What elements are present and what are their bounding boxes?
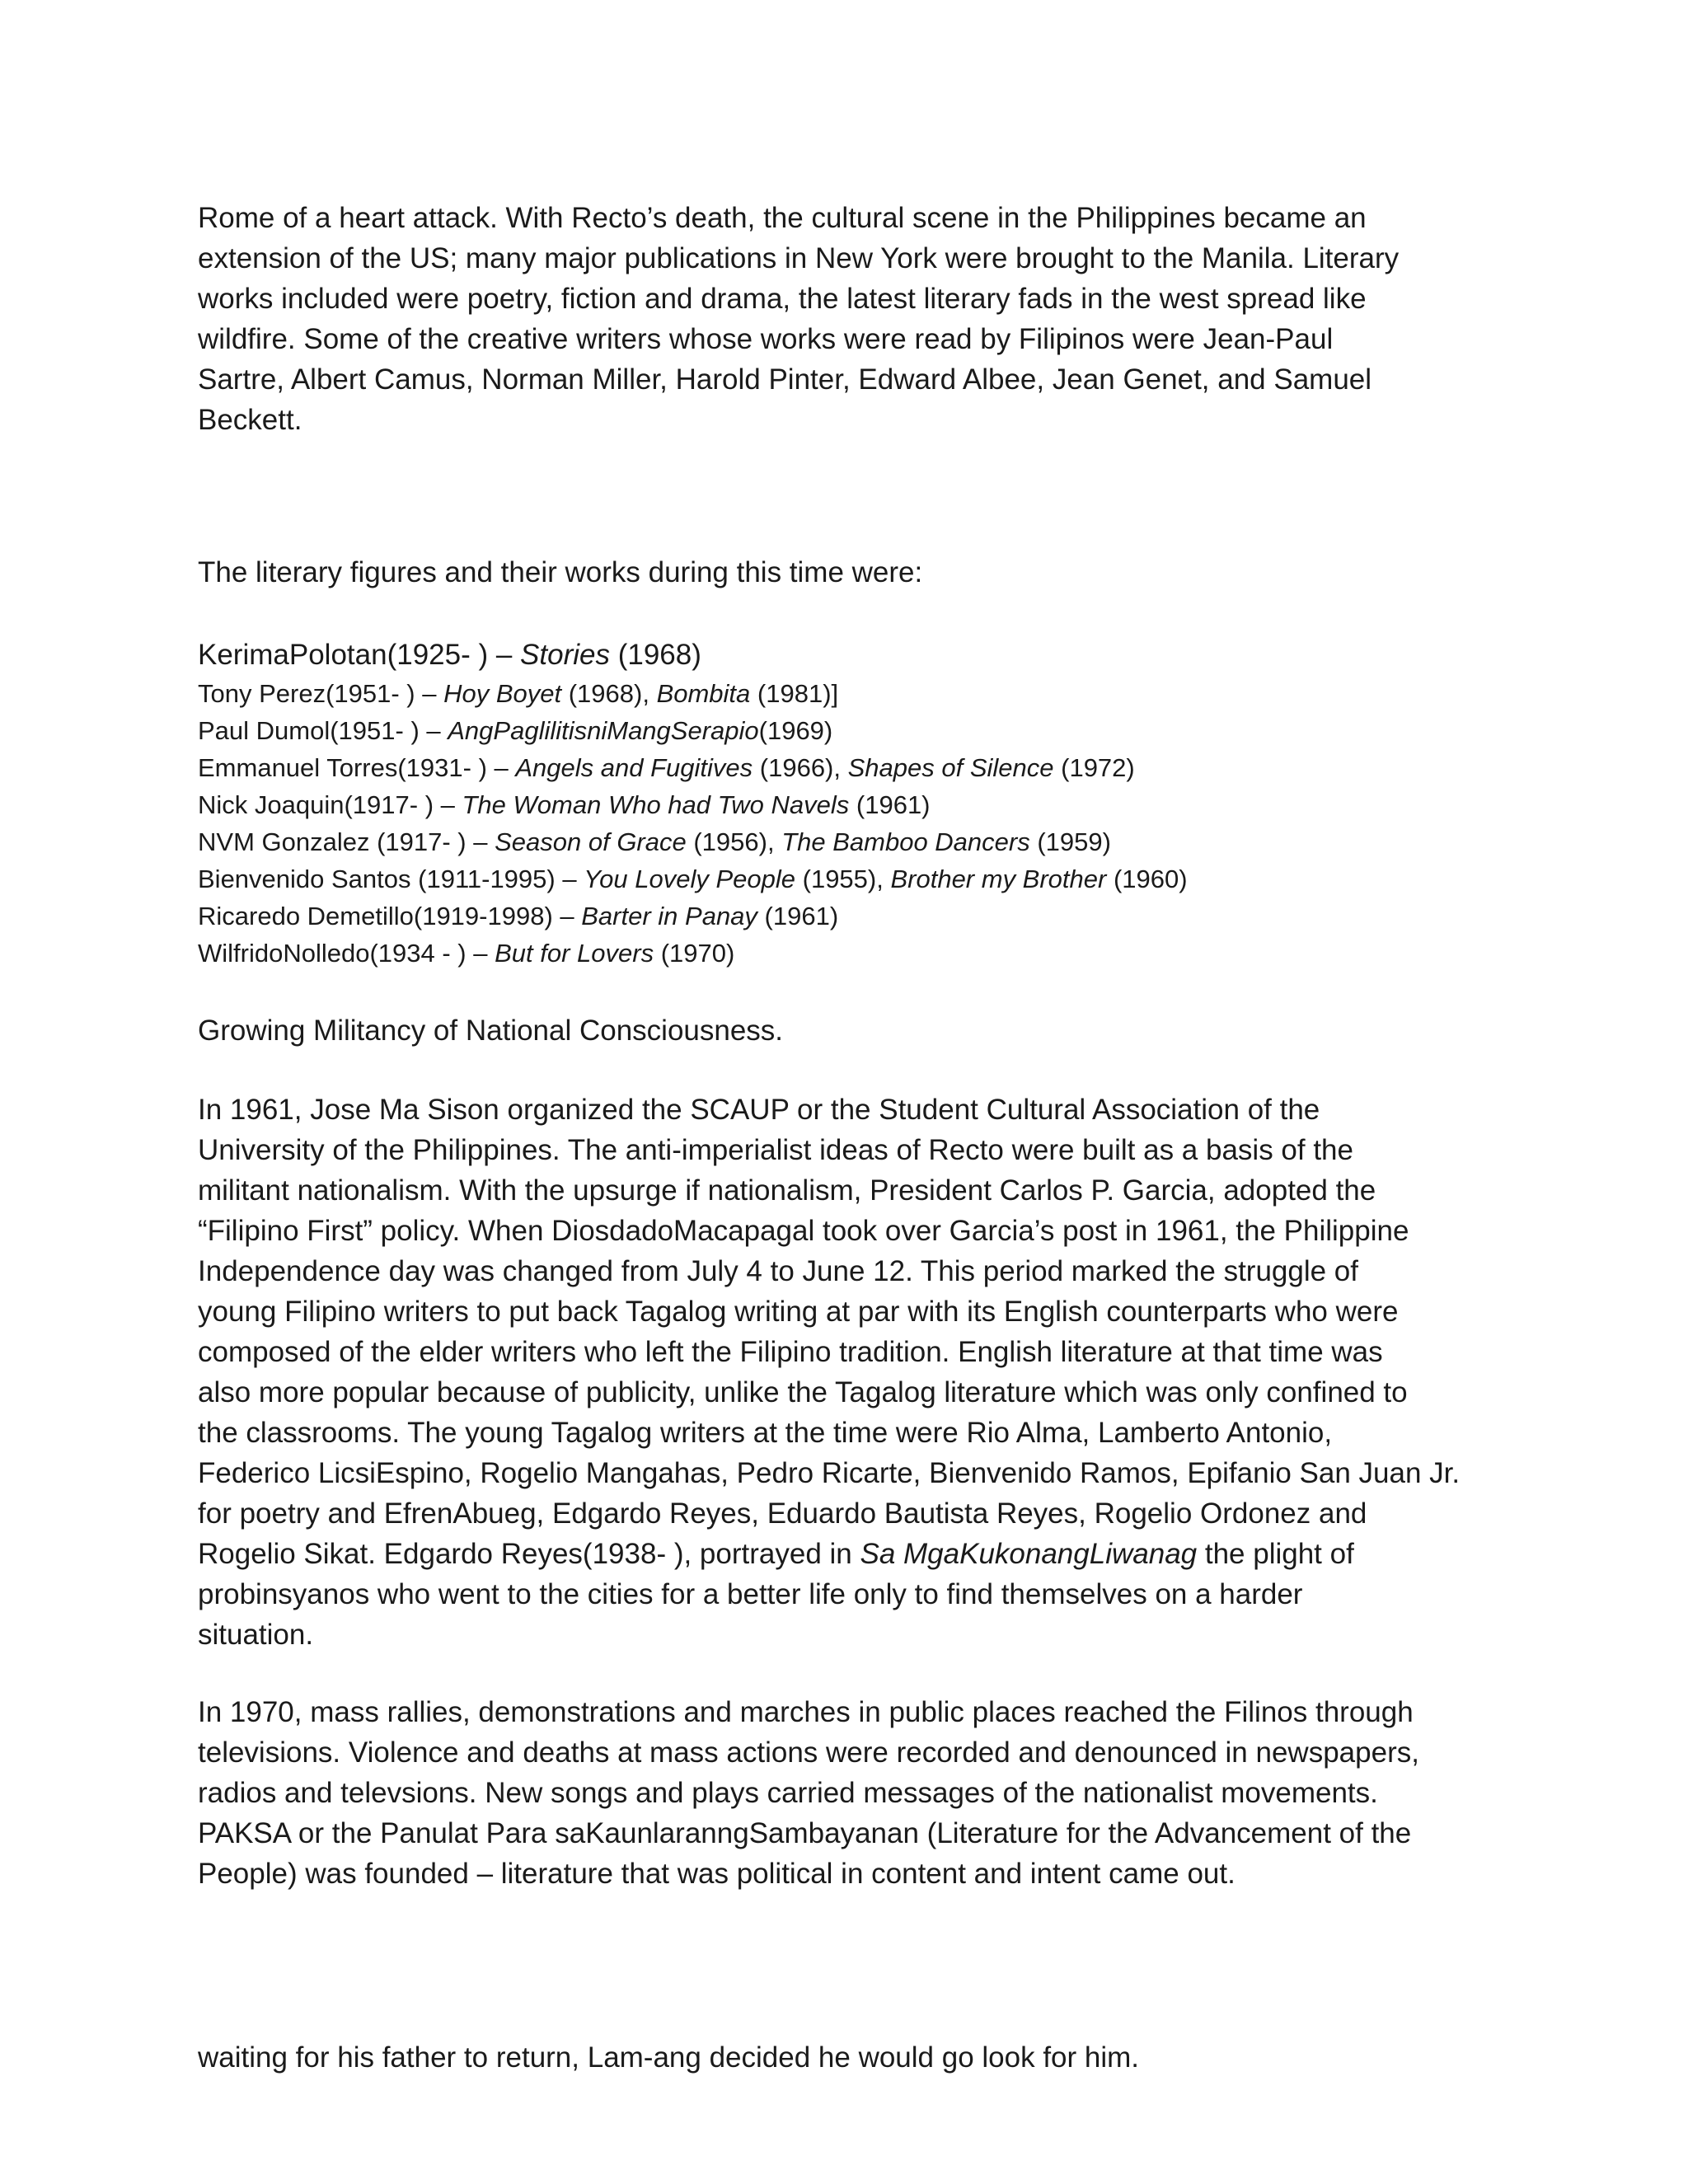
author-name: Bienvenido Santos (1911-1995) – <box>198 865 584 893</box>
work-year: (1972) <box>1053 753 1135 782</box>
paragraph-line: In 1970, mass rallies, demonstrations and marches in public places reached the Filinos through <box>198 1696 1414 1728</box>
author-name: WilfridoNolledo(1934 - ) – <box>198 939 495 968</box>
paragraph-line: composed of the elder writers who left the Filipino tradition. English literature at that time was <box>198 1336 1383 1368</box>
author-name: KerimaPolotan(1925- ) – <box>198 639 521 671</box>
list-item <box>198 786 1500 823</box>
work-year: (1959) <box>1029 827 1111 856</box>
paragraph-line: People) was founded – literature that was political in content and intent came out. <box>198 1858 1236 1890</box>
paragraph-1970-rallies <box>198 1692 1500 1894</box>
work-year: (1956), <box>686 827 782 856</box>
paragraph-line: extension of the US; many major publications in New York were brought to the Manila. Literary <box>198 242 1400 274</box>
paragraph-line: televisions. Violence and deaths at mass actions were recorded and denounced in newspapers, <box>198 1736 1419 1769</box>
paragraph-line: Sartre, Albert Camus, Norman Miller, Harold Pinter, Edward Albee, Jean Genet, and Samuel <box>198 363 1372 396</box>
work-year: (1960) <box>1106 865 1188 893</box>
section-heading: Growing Militancy of National Consciousness. <box>198 1015 784 1047</box>
author-name: Emmanuel Torres(1931- ) – <box>198 753 516 782</box>
paragraph-line: situation. <box>198 1619 314 1651</box>
list-item <box>198 823 1500 860</box>
work-year: (1961) <box>849 790 931 819</box>
paragraph-line: also more popular because of publicity, unlike the Tagalog literature which was only confined to <box>198 1376 1408 1408</box>
work-title: Stories <box>520 639 610 671</box>
document-page <box>198 0 1500 2184</box>
paragraph-line: wildfire. Some of the creative writers whose works were read by Filipinos were Jean-Paul <box>198 323 1334 355</box>
paragraph-line: Rome of a heart attack. With Recto’s death, the cultural scene in the Philippines became an <box>198 202 1367 234</box>
paragraph-line: radios and televsions. New songs and plays carried messages of the nationalist movements. <box>198 1777 1378 1809</box>
paragraph-line: for poetry and EfrenAbueg, Edgardo Reyes, Eduardo Bautista Reyes, Rogelio Ordonez and <box>198 1497 1367 1530</box>
list-item <box>198 712 1500 749</box>
list-item <box>198 675 1500 712</box>
author-name: Ricaredo Demetillo(1919-1998) – <box>198 902 582 930</box>
author-name: Tony Perez(1951- ) – <box>198 679 444 708</box>
work-year: (1955), <box>795 865 891 893</box>
paragraph-line: works included were poetry, fiction and drama, the latest literary fads in the west spread like <box>198 283 1367 315</box>
author-name: NVM Gonzalez (1917- ) – <box>198 827 495 856</box>
work-year: (1969) <box>758 716 833 745</box>
work-title: Barter in Panay <box>581 902 757 930</box>
text-run: the plight of <box>1197 1538 1354 1570</box>
work-year: (1970) <box>654 939 735 968</box>
text-run: Rogelio Sikat. Edgardo Reyes(1938- ), portrayed in <box>198 1538 860 1570</box>
closing-line: waiting for his father to return, Lam-ang decided he would go look for him. <box>198 2041 1140 2074</box>
work-title: You Lovely People <box>584 865 796 893</box>
work-title: Shapes of Silence <box>847 753 1054 782</box>
work-title: Angels and Fugitives <box>515 753 753 782</box>
paragraph-recto-death <box>198 198 1500 440</box>
work-year: (1968) <box>609 639 701 671</box>
work-title: Sa MgaKukonangLiwanag <box>860 1538 1198 1570</box>
literary-works-list <box>198 635 1500 972</box>
paragraph-line: Beckett. <box>198 404 302 436</box>
paragraph-line: probinsyanos who went to the cities for a better life only to find themselves on a harder <box>198 1578 1303 1610</box>
work-title: Brother my Brother <box>890 865 1107 893</box>
work-title: Bombita <box>656 679 751 708</box>
paragraph-line <box>198 1534 1500 1574</box>
paragraph-line: “Filipino First” policy. When DiosdadoMacapagal took over Garcia’s post in 1961, the Philippine <box>198 1215 1409 1247</box>
work-title: AngPaglilitisniMangSerapio <box>448 716 759 745</box>
author-name: Paul Dumol(1951- ) – <box>198 716 448 745</box>
work-title: The Woman Who had Two Navels <box>462 790 850 819</box>
list-item <box>198 635 1500 675</box>
paragraph-line: In 1961, Jose Ma Sison organized the SCAUP or the Student Cultural Association of the <box>198 1094 1320 1126</box>
work-title: But for Lovers <box>495 939 654 968</box>
work-year: (1966), <box>753 753 848 782</box>
list-item <box>198 749 1500 786</box>
list-item <box>198 935 1500 972</box>
work-year: (1968), <box>561 679 657 708</box>
list-item <box>198 898 1500 935</box>
paragraph-line: Federico LicsiEspino, Rogelio Mangahas, Pedro Ricarte, Bienvenido Ramos, Epifanio San Juan Jr. <box>198 1457 1461 1489</box>
paragraph-line: PAKSA or the Panulat Para saKaunlaranngSambayanan (Literature for the Advancement of the <box>198 1817 1412 1849</box>
paragraph-line: University of the Philippines. The anti-imperialist ideas of Recto were built as a basis of the <box>198 1134 1353 1166</box>
list-intro: The literary figures and their works during this time were: <box>198 556 923 588</box>
paragraph-line: young Filipino writers to put back Tagalog writing at par with its English counterparts who were <box>198 1296 1399 1328</box>
author-name: Nick Joaquin(1917- ) – <box>198 790 462 819</box>
list-item <box>198 860 1500 898</box>
paragraph-scaup <box>198 1090 1500 1655</box>
paragraph-line: Independence day was changed from July 4 to June 12. This period marked the struggle of <box>198 1255 1358 1287</box>
paragraph-line: the classrooms. The young Tagalog writers at the time were Rio Alma, Lamberto Antonio, <box>198 1417 1333 1449</box>
work-title: Hoy Boyet <box>443 679 562 708</box>
work-title: Season of Grace <box>495 827 687 856</box>
work-year: (1961) <box>757 902 839 930</box>
work-title: The Bamboo Dancers <box>781 827 1030 856</box>
work-year: (1981)] <box>750 679 839 708</box>
paragraph-line: militant nationalism. With the upsurge if nationalism, President Carlos P. Garcia, adopted the <box>198 1174 1376 1207</box>
